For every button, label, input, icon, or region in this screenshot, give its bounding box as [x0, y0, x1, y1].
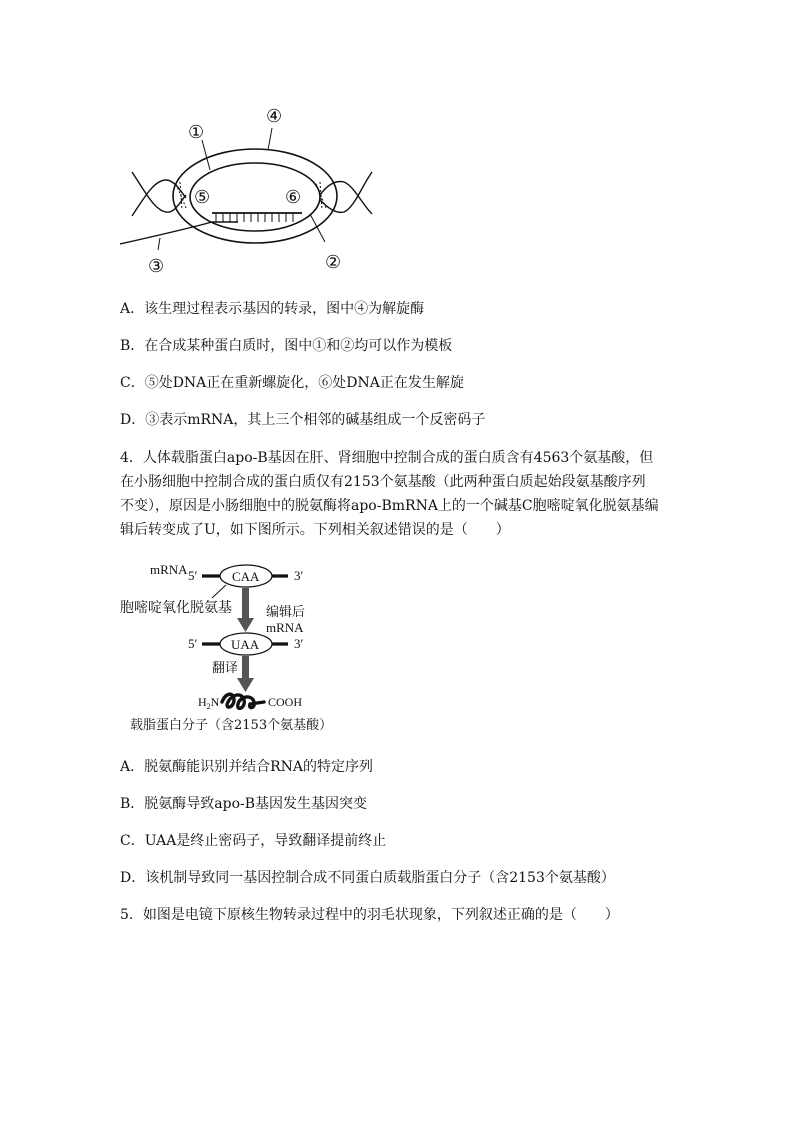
q4-option-d: D．该机制导致同一基因控制合成不同蛋白质载脂蛋白分子（含2153个氨基酸）: [120, 870, 615, 886]
q3-option-b: B．在合成某种蛋白质时，图中①和②均可以作为模板: [120, 338, 453, 354]
codon-before: CAA: [232, 569, 260, 584]
q4-option-b: B．脱氨酶导致apo-B基因发生基因突变: [120, 796, 368, 812]
q3-option-c: C．⑤处DNA正在重新螺旋化，⑥处DNA正在发生解旋: [120, 375, 464, 391]
arrow-head-2: [237, 678, 254, 692]
arrow-shaft-2: [242, 656, 249, 678]
label-1: ①: [188, 122, 205, 142]
edited-mrna-label: mRNA: [266, 620, 304, 635]
three-prime-bottom: 3′: [294, 636, 304, 651]
q4-stem-line-2: 在小肠细胞中控制合成的蛋白质仅有2153个氨基酸（此两种蛋白质起始段氨基酸序列: [120, 474, 646, 490]
leader-3: [158, 238, 160, 250]
edited-label: 编辑后: [266, 604, 306, 619]
q4-stem-line-4: 辑后转变成了U，如下图所示。下列相关叙述错误的是（ ）: [120, 522, 510, 538]
c-terminus: COOH: [268, 695, 303, 709]
enzyme-pointer: [212, 585, 226, 598]
transcription-diagram: [120, 100, 380, 280]
protein-coil: [222, 694, 264, 708]
mrna-label-top: mRNA: [150, 562, 188, 577]
q3-option-a: A．该生理过程表示基因的转录，图中④为解旋酶: [120, 301, 425, 317]
dna-left-strand-a: [132, 172, 186, 212]
enzyme-label: 胞嘧啶氧化脱氨基: [120, 601, 232, 616]
q4-stem-line-3: 不变），原因是小肠细胞中的脱氨酶将apo-BmRNA上的一个碱基C胞嘧啶氧化脱氨基编: [120, 498, 659, 514]
mrna-editing-diagram: [118, 558, 368, 738]
label-4: ④: [266, 106, 283, 126]
translation-label: 翻译: [212, 660, 239, 675]
arrow-head-1: [237, 618, 254, 632]
arrow-shaft-1: [242, 588, 249, 618]
three-prime-top: 3′: [294, 568, 304, 583]
dna-right-strand-b: [320, 172, 372, 212]
leader-2: [310, 214, 325, 242]
leader-4: [268, 128, 272, 150]
label-6: ⑥: [285, 187, 302, 207]
label-5: ⑤: [194, 187, 211, 207]
rna-base-ticks: [216, 213, 293, 222]
label-2: ②: [325, 252, 342, 272]
five-prime-bottom: 5′: [188, 636, 198, 651]
q3-option-d: D．③表示mRNA，其上三个相邻的碱基组成一个反密码子: [120, 412, 486, 428]
q4-stem-line-1: 4．人体载脂蛋白apo-B基因在肝、肾细胞中控制合成的蛋白质含有4563个氨基酸，但: [120, 450, 654, 466]
codon-after: UAA: [231, 637, 260, 652]
q4-option-c: C．UAA是终止密码子，导致翻译提前终止: [120, 833, 387, 849]
leader-1: [202, 140, 210, 170]
q4-option-a: A．脱氨酶能识别并结合RNA的特定序列: [120, 759, 374, 775]
n-terminus: $H_2N$: [198, 695, 220, 711]
five-prime-top: 5′: [188, 568, 198, 583]
figure-caption: 载脂蛋白分子（含2153个氨基酸）: [130, 718, 333, 733]
dna-right-strand-a: [320, 182, 372, 214]
q5-stem: 5．如图是电镜下原核生物转录过程中的羽毛状现象，下列叙述正确的是（ ）: [120, 907, 619, 923]
label-3: ③: [148, 256, 165, 276]
